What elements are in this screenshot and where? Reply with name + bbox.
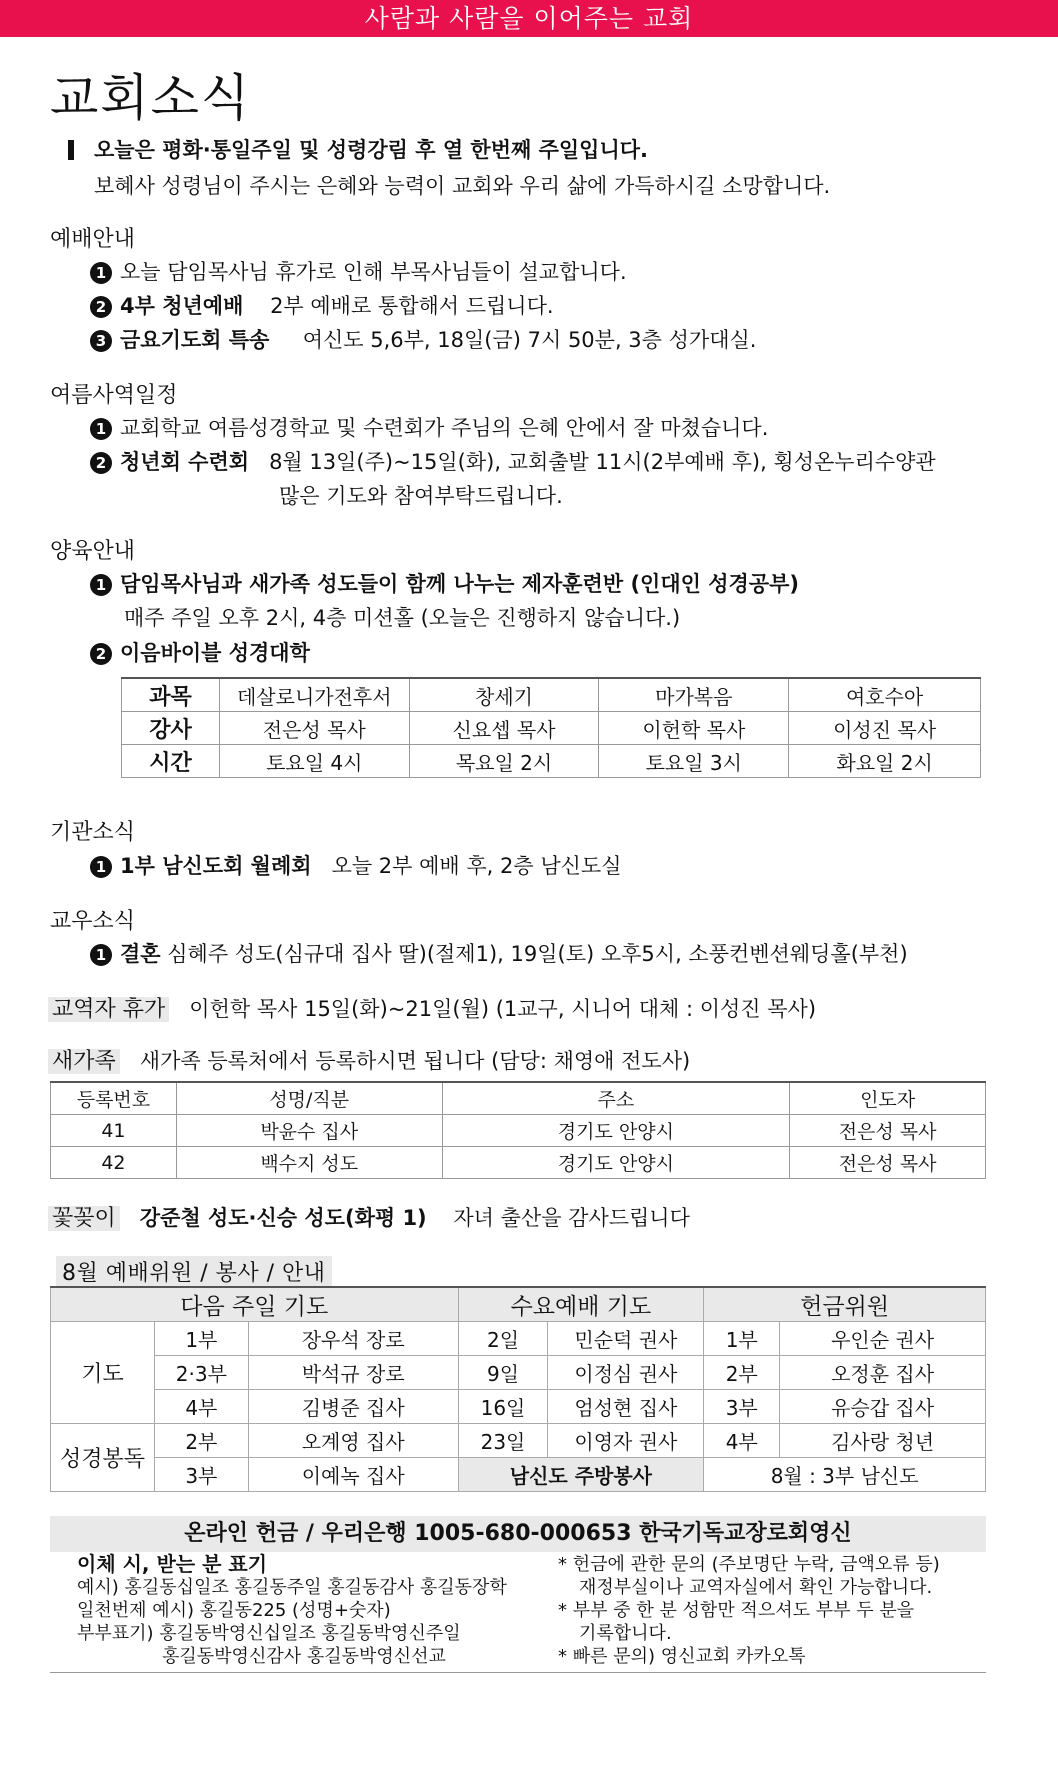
column-header: 인도자 <box>790 1082 986 1115</box>
worship-item-3 <box>90 324 756 354</box>
table-row <box>51 1458 986 1492</box>
note-line: 기록합니다. <box>579 1623 672 1644</box>
newcomer-line <box>48 1044 690 1075</box>
nurture-item-2-label: 이음바이블 성경대학 <box>120 641 310 665</box>
table-cell: 엄성현 집사 <box>548 1390 704 1424</box>
section-title-newcomer: 새가족 <box>48 1049 120 1074</box>
guide-line: 일천번제 예시) 홍길동225 (성명+숫자) <box>77 1600 391 1621</box>
section-title-summer: 여름사역일정 <box>50 383 178 408</box>
table-cell: 9일 <box>458 1356 548 1390</box>
column-header: 주소 <box>442 1082 790 1115</box>
nurture-item-2 <box>90 637 310 667</box>
rota-table <box>50 1286 986 1492</box>
summer-item-2 <box>90 446 936 476</box>
table-cell: 2부 <box>154 1424 248 1458</box>
table-row <box>51 1115 986 1147</box>
table-cell: 전은성 목사 <box>790 1147 986 1179</box>
header-banner: 사람과 사람을 이어주는 교회 <box>0 0 1058 37</box>
table-cell: 강사 <box>122 712 220 745</box>
table-cell: 오정훈 집사 <box>780 1356 986 1390</box>
table-cell: 김사랑 청년 <box>780 1424 986 1458</box>
divider <box>50 1672 986 1673</box>
table-row <box>51 1424 986 1458</box>
number-badge-icon: 1 <box>90 574 112 596</box>
table-cell: 2·3부 <box>154 1356 248 1390</box>
summer-item-2-text: 8월 13일(주)~15일(화), 교회출발 11시(2부예배 후), 횡성온누리수양관 <box>269 450 936 474</box>
summer-item-2-label: 청년회 수련회 <box>120 450 250 474</box>
number-badge-icon: 2 <box>90 643 112 665</box>
intro-line-2: 보혜사 성령님이 주시는 은혜와 능력이 교회와 우리 삶에 가득하시길 소망합니다. <box>94 174 831 198</box>
table-cell: 3부 <box>154 1458 248 1492</box>
guide-line: 홍길동박영신감사 홍길동박영신선교 <box>162 1646 446 1667</box>
section-title-nurture: 양육안내 <box>50 539 136 564</box>
table-cell: 2부 <box>704 1356 780 1390</box>
table-cell: 4부 <box>704 1424 780 1458</box>
summer-item-2-cont: 많은 기도와 참여부탁드립니다. <box>279 484 563 508</box>
table-cell: 화요일 2시 <box>789 745 981 778</box>
members-item-1 <box>90 938 908 968</box>
table-cell: 전은성 목사 <box>790 1115 986 1147</box>
table-cell: 유승갑 집사 <box>780 1390 986 1424</box>
column-header: 성명/직분 <box>176 1082 442 1115</box>
members-item-1-label: 결혼 <box>120 942 161 966</box>
flowers-names: 강준철 성도·신승 성도(화평 1) <box>139 1206 427 1230</box>
table-cell: 과목 <box>122 678 220 712</box>
table-row <box>122 712 981 745</box>
table-cell: 16일 <box>458 1390 548 1424</box>
table-cell: 데살로니가전후서 <box>219 678 409 712</box>
table-row <box>122 678 981 712</box>
online-transfer-guide <box>77 1553 507 1668</box>
kitchen-service-cell: 남신도 주방봉사 <box>458 1458 704 1492</box>
worship-item-1 <box>90 256 627 286</box>
online-offering-banner: 온라인 헌금 / 우리은행 1005-680-000653 한국기독교장로회영신 <box>50 1516 986 1552</box>
worship-item-2-text: 2부 예배로 통합해서 드립니다. <box>270 294 554 318</box>
guide-line: 부부표기) 홍길동박영신십일조 홍길동박영신주일 <box>77 1623 461 1644</box>
table-cell: 1부 <box>704 1322 780 1356</box>
newcomer-table <box>50 1081 986 1179</box>
table-row <box>51 1147 986 1179</box>
table-cell: 경기도 안양시 <box>442 1147 790 1179</box>
flowers-text: 자녀 출산을 감사드립니다 <box>453 1206 690 1230</box>
table-cell: 신요셉 목사 <box>409 712 599 745</box>
note-line: * 빠른 문의) 영신교회 카카오톡 <box>558 1646 806 1667</box>
vacation-line <box>48 992 816 1023</box>
column-header-wednesday-prayer: 수요예배 기도 <box>458 1287 704 1322</box>
table-cell: 우인순 권사 <box>780 1322 986 1356</box>
note-line: * 헌금에 관한 문의 (주보명단 누락, 금액오류 등) <box>558 1554 940 1575</box>
table-cell: 41 <box>51 1115 177 1147</box>
guide-line: 예시) 홍길동십일조 홍길동주일 홍길동감사 홍길동장학 <box>77 1577 507 1598</box>
section-title-vacation: 교역자 휴가 <box>48 997 169 1022</box>
table-cell: 박윤수 집사 <box>176 1115 442 1147</box>
table-cell: 3부 <box>704 1390 780 1424</box>
number-badge-icon: 1 <box>90 944 112 966</box>
number-badge-icon: 2 <box>90 452 112 474</box>
worship-item-1-text: 오늘 담임목사님 휴가로 인해 부목사님들이 설교합니다. <box>120 260 627 284</box>
row-label-prayer: 기도 <box>51 1322 155 1424</box>
table-cell: 마가복음 <box>599 678 789 712</box>
vacation-text: 이헌학 목사 15일(화)~21일(월) (1교구, 시니어 대체 : 이성진 목사) <box>189 997 817 1021</box>
column-header-sunday-prayer: 다음 주일 기도 <box>51 1287 459 1322</box>
table-cell: 이정심 권사 <box>548 1356 704 1390</box>
worship-item-3-label: 금요기도회 특송 <box>120 328 270 352</box>
table-row <box>51 1322 986 1356</box>
note-line: 재정부실이나 교역자실에서 확인 가능합니다. <box>579 1577 933 1598</box>
table-cell: 토요일 4시 <box>219 745 409 778</box>
table-row <box>122 745 981 778</box>
table-cell: 42 <box>51 1147 177 1179</box>
org-item-1-text: 오늘 2부 예배 후, 2층 남신도실 <box>331 854 622 878</box>
table-cell: 4부 <box>154 1390 248 1424</box>
table-cell: 이헌학 목사 <box>599 712 789 745</box>
page-title: 교회소식 <box>50 69 252 127</box>
section-title-flowers: 꽃꽂이 <box>48 1206 120 1231</box>
nurture-item-1-label: 담임목사님과 새가족 성도들이 함께 나누는 제자훈련반 (인대인 성경공부) <box>120 572 799 596</box>
number-badge-icon: 2 <box>90 296 112 318</box>
table-cell: 이예녹 집사 <box>248 1458 458 1492</box>
table-cell: 시간 <box>122 745 220 778</box>
table-cell: 백수지 성도 <box>176 1147 442 1179</box>
table-cell: 여호수아 <box>789 678 981 712</box>
section-title-worship: 예배안내 <box>50 227 136 252</box>
table-cell: 장우석 장로 <box>248 1322 458 1356</box>
intro-marker <box>68 140 74 160</box>
table-header-row <box>51 1082 986 1115</box>
org-item-1 <box>90 850 621 880</box>
org-item-1-label: 1부 남신도회 월례회 <box>120 854 312 878</box>
worship-item-2 <box>90 290 554 320</box>
number-badge-icon: 1 <box>90 856 112 878</box>
online-inquiry-notes <box>558 1553 940 1668</box>
row-label-reading: 성경봉독 <box>51 1424 155 1492</box>
table-cell: 토요일 3시 <box>599 745 789 778</box>
guide-line: 이체 시, 받는 분 표기 <box>77 1552 268 1576</box>
table-cell: 이영자 권사 <box>548 1424 704 1458</box>
table-cell: 전은성 목사 <box>219 712 409 745</box>
section-title-org: 기관소식 <box>50 820 136 845</box>
flowers-line <box>48 1201 690 1232</box>
table-cell: 경기도 안양시 <box>442 1115 790 1147</box>
table-cell: 이성진 목사 <box>789 712 981 745</box>
summer-item-1-text: 교회학교 여름성경학교 및 수련회가 주님의 은혜 안에서 잘 마쳤습니다. <box>120 416 769 440</box>
table-cell: 민순덕 권사 <box>548 1322 704 1356</box>
worship-item-2-label: 4부 청년예배 <box>120 294 244 318</box>
number-badge-icon: 1 <box>90 262 112 284</box>
summer-item-1 <box>90 412 768 442</box>
table-cell: 목요일 2시 <box>409 745 599 778</box>
column-header: 등록번호 <box>51 1082 177 1115</box>
table-cell: 23일 <box>458 1424 548 1458</box>
intro-line-1: 오늘은 평화·통일주일 및 성령강림 후 열 한번째 주일입니다. <box>94 138 648 162</box>
table-cell: 1부 <box>154 1322 248 1356</box>
table-row <box>51 1356 986 1390</box>
table-cell: 박석규 장로 <box>248 1356 458 1390</box>
table-cell: 김병준 집사 <box>248 1390 458 1424</box>
number-badge-icon: 3 <box>90 330 112 352</box>
newcomer-text: 새가족 등록처에서 등록하시면 됩니다 (담당: 채영애 전도사) <box>139 1049 691 1073</box>
worship-item-3-text: 여신도 5,6부, 18일(금) 7시 50분, 3층 성가대실. <box>302 328 757 352</box>
column-header-offering: 헌금위원 <box>704 1287 986 1322</box>
bible-college-table <box>121 677 981 778</box>
number-badge-icon: 1 <box>90 418 112 440</box>
nurture-item-1 <box>90 568 799 598</box>
offering-note-cell: 8월 : 3부 남신도 <box>704 1458 986 1492</box>
section-title-members: 교우소식 <box>50 909 136 934</box>
table-header-row <box>51 1287 986 1322</box>
members-item-1-text: 심혜주 성도(심규대 집사 딸)(절제1), 19일(토) 오후5시, 소풍컨벤션웨딩홀(부천) <box>167 942 908 966</box>
rota-title: 8월 예배위원 / 봉사 / 안내 <box>56 1256 332 1287</box>
table-cell: 창세기 <box>409 678 599 712</box>
note-line: * 부부 중 한 분 성함만 적으셔도 부부 두 분을 <box>558 1600 915 1621</box>
table-cell: 2일 <box>458 1322 548 1356</box>
table-row <box>51 1390 986 1424</box>
nurture-item-1-cont: 매주 주일 오후 2시, 4층 미션홀 (오늘은 진행하지 않습니다.) <box>124 606 681 630</box>
table-cell: 오계영 집사 <box>248 1424 458 1458</box>
